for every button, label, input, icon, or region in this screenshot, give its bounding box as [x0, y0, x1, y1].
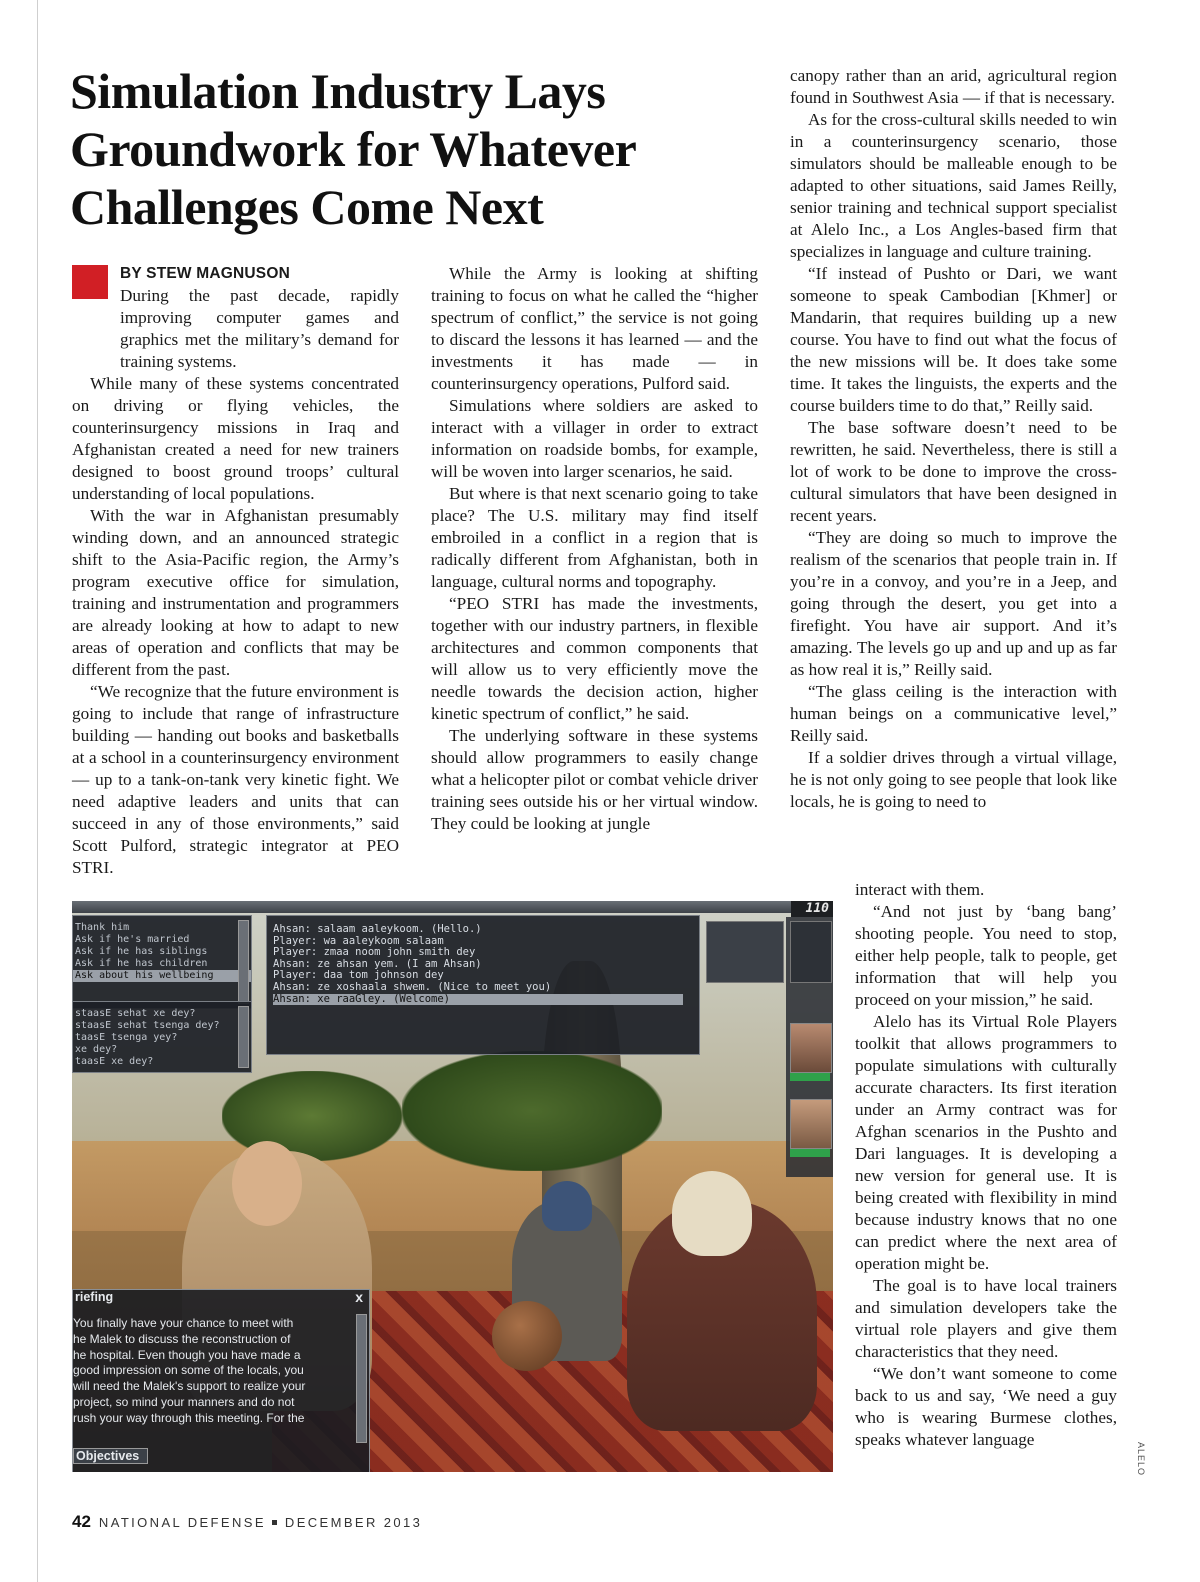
chat-line: Ahsan: ze ahsan yem. (I am Ahsan)	[273, 957, 482, 970]
column-1	[72, 263, 399, 879]
briefing-line: will need the Malek's support to realize your	[73, 1379, 306, 1394]
briefing-line: he Malek to discuss the reconstruction of	[73, 1331, 291, 1346]
dialogue-option[interactable]: Ask if he has siblings	[75, 946, 208, 957]
phrase-item[interactable]: staasE sehat tsenga dey?	[75, 1020, 220, 1031]
chat-line: Player: zmaa noom john smith dey	[273, 946, 476, 959]
paragraph: The base software doesn’t need to be rewritten, he said. Nevertheless, there is still a lot of work to be done to improve the cross-cultural simulators that have been designed in recent years.	[790, 418, 1117, 525]
paragraph: “The glass ceiling is the interaction with human beings on a communicative level,” Reilly said.	[790, 682, 1117, 745]
publication-name: NATIONAL DEFENSE	[98, 1515, 266, 1530]
game-screenshot-photo	[72, 901, 833, 1472]
page-margin-rule	[37, 0, 38, 1582]
dialogue-option[interactable]: Thank him	[75, 922, 130, 933]
column-3-continued	[855, 879, 1117, 1451]
dialogue-option-selected[interactable]: Ask about his wellbeing	[73, 970, 251, 982]
briefing-line: project, so mind your manners and do not	[73, 1394, 295, 1409]
chat-log-panel	[266, 915, 700, 1055]
paragraph: canopy rather than an arid, agricultural region found in Southwest Asia — if that is necessary.	[790, 66, 1117, 107]
page-footer	[72, 1512, 422, 1532]
paragraph: “They are doing so much to improve the realism of the scenarios that people train in. If you’re in a convoy, and you’re in a Jeep, and going through the desert, you get into a firefight. You have air support. And it’s amazing. The levels go up and up and up as far as how real it is,” Reilly said.	[790, 528, 1117, 679]
briefing-title: riefing	[75, 1290, 114, 1304]
paragraph: While the Army is looking at shifting training to focus on what he called the “higher spectrum of conflict,” the service is not going to discard the lessons it has learned — and the investments it has made — in counterinsurgency operations, Pulford said.	[431, 264, 758, 393]
villager-turban	[542, 1181, 592, 1231]
hud-top-bar	[72, 901, 833, 913]
photo-credit: ALELO	[1136, 1442, 1146, 1477]
player-avatar-slot[interactable]	[790, 921, 832, 983]
dialogue-options-panel	[72, 915, 252, 1009]
paragraph: interact with them.	[855, 880, 985, 899]
phrase-item[interactable]: staasE sehat xe dey?	[75, 1008, 196, 1019]
elder-turban	[672, 1171, 752, 1256]
scrollbar[interactable]	[238, 920, 249, 1004]
briefing-line: You finally have your chance to meet with	[73, 1316, 294, 1330]
phrase-list-panel	[72, 1001, 252, 1073]
headline: Simulation Industry Lays Groundwork for Whatever Challenges Come Next	[70, 63, 636, 235]
scrollbar[interactable]	[238, 1006, 249, 1068]
chat-line-selected: Ahsan: xe raaGley. (Welcome)	[273, 994, 683, 1006]
health-bar	[790, 1149, 830, 1157]
section-marker	[72, 265, 108, 299]
scene-pot	[492, 1301, 562, 1371]
paragraph: While many of these systems concentrated on driving or flying vehicles, the counterinsurgency missions in Iraq and Afghanistan created a need for new trainers designed to boost ground troops’ cultural understanding of local populations.	[72, 374, 399, 503]
paragraph: “PEO STRI has made the investments, together with our industry partners, in flexible architectures and common components that will allow us to very efficiently move the needle towards the decision action, higher kinetic spectrum of conflict,” he said.	[431, 594, 758, 723]
paragraph: “We recognize that the future environment is going to include that range of infrastructure building — handing out books and basketballs at a school in a counterinsurgency environment — up to a tank-on-tank very kinetic fight. We need adaptive leaders and units that can succeed in any of those environments,” said Scott Pulford, strategic integrator at PEO STRI.	[72, 682, 399, 877]
paragraph: “If instead of Pushto or Dari, we want someone to speak Cambodian [Khmer] or Mandarin, that requires building up a new course. You have to find out what the focus of the new missions will be. It does take some time. It takes the linguists, the experts and the course builders time to do that,” Reilly said.	[790, 264, 1117, 415]
phrase-item[interactable]: taasE xe dey?	[75, 1056, 154, 1067]
objectives-tab[interactable]: Objectives	[73, 1448, 148, 1464]
paragraph: “And not just by ‘bang bang’ shooting people. You need to stop, either help people, talk to people, get information that will help you proceed on your mission,” he said.	[855, 902, 1117, 1009]
character-portrait[interactable]	[790, 1099, 832, 1149]
paragraph: Simulations where soldiers are asked to interact with a villager in order to extract information on roadside bombs, for example, will be woven into larger scenarios, he said.	[431, 396, 758, 481]
briefing-line: he hospital. Even though you have made a	[73, 1347, 301, 1362]
chat-line: Player: daa tom johnson dey	[273, 969, 444, 982]
chat-line: Ahsan: salaam aaleykoom. (Hello.)	[273, 923, 482, 935]
inventory-slot[interactable]	[706, 921, 784, 983]
briefing-text	[73, 1316, 341, 1427]
column-3	[790, 65, 1117, 813]
byline: BY STEW MAGNUSON	[120, 265, 290, 282]
character-portrait[interactable]	[790, 1023, 832, 1073]
paragraph: But where is that next scenario going to take place? The U.S. military may find itself embroiled in a conflict in a region that is radically different from Afghanistan, both in language, cultural norms and topography.	[431, 484, 758, 591]
issue-date: DECEMBER 2013	[284, 1515, 423, 1530]
paragraph: The goal is to have local trainers and simulation developers take the virtual role players and give them characteristics that they need.	[855, 1276, 1117, 1361]
soldier-head	[232, 1141, 302, 1226]
paragraph: With the war in Afghanistan presumably winding down, and an announced strategic shift to the Asia-Pacific region, the Army’s program executive office for simulation, training and instrumentation and programmers are already looking at how to adapt to new areas of operation and conflicts that may be different from the past.	[72, 506, 399, 679]
page-number: 42	[72, 1512, 91, 1531]
chat-line: Player: wa aaleykoom salaam	[273, 934, 444, 947]
scene-foliage	[402, 1051, 662, 1171]
paragraph: As for the cross-cultural skills needed to win in a counterinsurgency scenario, those simulators should be malleable enough to be adapted to other situations, said James Reilly, senior training and technical support specialist at Alelo Inc., a Los Angles-based firm that specializes in language and culture training.	[790, 110, 1117, 261]
briefing-line: good impression on some of the locals, you	[73, 1363, 304, 1378]
paragraph: During the past decade, rapidly improving computer games and graphics met the military’s demand for training systems.	[120, 286, 399, 371]
dialogue-option[interactable]: Ask if he's married	[75, 934, 190, 945]
close-icon[interactable]: x	[355, 1289, 363, 1305]
health-bar	[790, 1073, 830, 1081]
phrase-item[interactable]: xe dey?	[75, 1044, 118, 1055]
byline-block	[72, 263, 399, 373]
chat-line: Ahsan: ze xoshaala shwem. (Nice to meet you)	[273, 980, 552, 993]
score-counter: 110	[791, 901, 833, 917]
phrase-item[interactable]: taasE tsenga yey?	[75, 1032, 178, 1043]
dialogue-option[interactable]: Ask if he has children	[75, 958, 208, 969]
paragraph: If a soldier drives through a virtual village, he is not only going to see people that look like locals, he is going to need to	[790, 748, 1117, 811]
scrollbar[interactable]	[356, 1314, 367, 1443]
briefing-panel	[72, 1289, 370, 1472]
paragraph: Alelo has its Virtual Role Players toolkit that allows programmers to populate simulations with culturally accurate characters. Its first iteration under an Army contract was for Afghan scenarios in the Pushto and Dari languages. It is developing a new version for general use. It is being created with flexibility in mind because industry knows that no one can predict where the next area of operation might be.	[855, 1012, 1117, 1273]
paragraph: The underlying software in these systems should allow programmers to easily change what a helicopter pilot or combat vehicle driver training sees outside his or her virtual window. They could be looking at jungle	[431, 726, 758, 833]
separator-dot	[272, 1520, 277, 1525]
column-2	[431, 263, 758, 835]
paragraph: “We don’t want someone to come back to us and say, ‘We need a guy who is wearing Burmese clothes, speaks whatever language	[855, 1364, 1117, 1449]
briefing-line: rush your way through this meeting. For the	[73, 1410, 305, 1425]
